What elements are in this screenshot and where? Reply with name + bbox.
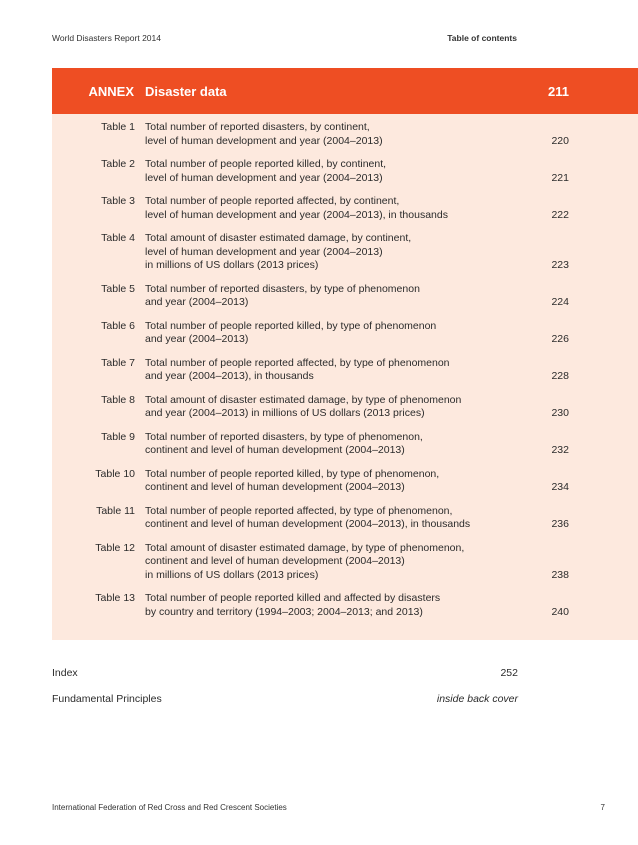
table-page-number[interactable]: 226 — [551, 333, 569, 345]
running-head-title: World Disasters Report 2014 — [52, 33, 161, 43]
table-page-number[interactable]: 221 — [551, 171, 569, 184]
table-page-number[interactable]: 228 — [551, 370, 569, 382]
table-number: Table 6 — [101, 319, 135, 332]
table-number: Table 1 — [101, 121, 135, 133]
table-description — [145, 431, 495, 458]
table-page-number[interactable]: 230 — [551, 407, 569, 419]
fundamental-principles-label: Fundamental Principles — [52, 693, 162, 705]
table-description — [145, 158, 495, 185]
toc-entry-table-5[interactable] — [52, 283, 638, 310]
table-description — [145, 394, 495, 421]
fundamental-principles-page[interactable]: inside back cover — [436, 693, 518, 705]
table-page-number[interactable]: 222 — [551, 208, 569, 221]
toc-entry-table-7[interactable] — [52, 357, 638, 384]
table-description-line: level of human development and year (2004–2013) — [145, 134, 383, 147]
running-head-section: Table of contents — [447, 33, 517, 43]
table-number: Table 13 — [95, 592, 135, 604]
toc-entry-table-4[interactable] — [52, 232, 638, 273]
table-description-line: Total amount of disaster estimated damage, by type of phenomenon — [145, 393, 462, 406]
toc-entry-table-11[interactable] — [52, 505, 638, 532]
toc-entry-table-3[interactable] — [52, 195, 638, 222]
table-description-line: Total amount of disaster estimated damage, by continent, — [145, 232, 412, 244]
table-description-line: and year (2004–2013), in thousands — [145, 370, 314, 382]
table-description — [145, 121, 495, 148]
table-description-line: in millions of US dollars (2013 prices) — [145, 259, 319, 271]
table-description-line: Total number of people reported killed, by continent, — [145, 158, 387, 170]
table-description-line: in millions of US dollars (2013 prices) — [145, 568, 319, 581]
table-number: Table 11 — [96, 504, 135, 517]
table-description — [145, 468, 495, 495]
index-label: Index — [52, 667, 78, 679]
table-description-line: Total amount of disaster estimated damage, by type of phenomenon, — [145, 541, 465, 554]
annex-title[interactable]: Disaster data — [145, 84, 227, 99]
footer-organization: International Federation of Red Cross and Red Crescent Societies — [52, 803, 287, 812]
table-number: Table 12 — [95, 541, 135, 554]
table-description-line: continent and level of human development (2004–2013) — [145, 444, 405, 456]
table-number: Table 2 — [101, 158, 135, 170]
table-number: Table 8 — [101, 393, 135, 406]
table-description-line: and year (2004–2013) — [145, 296, 249, 308]
table-description — [145, 542, 495, 583]
table-description-line: Total number of reported disasters, by type of phenomenon — [145, 282, 420, 295]
table-page-number[interactable]: 232 — [551, 444, 569, 456]
table-page-number[interactable]: 220 — [551, 134, 569, 147]
table-page-number[interactable]: 238 — [551, 568, 569, 581]
table-description-line: Total number of reported disasters, by type of phenomenon, — [145, 430, 423, 443]
toc-entry-table-9[interactable] — [52, 431, 638, 458]
table-page-number[interactable]: 234 — [551, 481, 569, 493]
toc-entry-table-8[interactable] — [52, 394, 638, 421]
table-description — [145, 195, 495, 222]
table-description-line: Total number of people reported affected, by continent, — [145, 195, 400, 207]
table-description-line: level of human development and year (2004–2013), in thousands — [145, 208, 448, 221]
table-description-line: Total number of people reported killed, by type of phenomenon — [145, 319, 437, 332]
toc-entry-table-12[interactable] — [52, 542, 638, 583]
index-page-number[interactable]: 252 — [500, 667, 518, 679]
table-description-line: Total number of people reported affected, by type of phenomenon — [145, 356, 450, 369]
toc-entry-table-1[interactable] — [52, 121, 638, 148]
toc-entry-table-6[interactable] — [52, 320, 638, 347]
table-page-number[interactable]: 224 — [551, 296, 569, 308]
table-description-line: level of human development and year (2004–2013) — [145, 245, 383, 258]
table-description-line: Total number of people reported killed and affected by disasters — [145, 592, 441, 604]
toc-entry-table-10[interactable] — [52, 468, 638, 495]
annex-page-number[interactable]: 211 — [548, 84, 569, 99]
table-description — [145, 232, 495, 273]
table-page-number[interactable]: 240 — [551, 605, 569, 618]
table-page-number[interactable]: 223 — [551, 259, 569, 271]
table-description-line: Total number of people reported affected, by type of phenomenon, — [145, 504, 453, 517]
annex-header — [52, 68, 638, 114]
toc-entry-table-13[interactable] — [52, 592, 638, 619]
table-number: Table 9 — [101, 430, 135, 443]
table-number: Table 10 — [95, 467, 135, 480]
table-number: Table 3 — [101, 195, 135, 207]
table-page-number[interactable]: 236 — [551, 518, 569, 530]
table-description-line: continent and level of human development (2004–2013), in thousands — [145, 518, 471, 530]
tables-list — [52, 121, 638, 629]
table-description — [145, 283, 495, 310]
footer-page-number: 7 — [600, 803, 605, 812]
table-number: Table 4 — [101, 232, 135, 244]
table-description-line: and year (2004–2013) — [145, 333, 249, 345]
toc-entry-table-2[interactable] — [52, 158, 638, 185]
table-description — [145, 505, 495, 532]
table-description-line: Total number of people reported killed, by type of phenomenon, — [145, 467, 440, 480]
table-number: Table 7 — [101, 356, 135, 369]
table-description-line: continent and level of human development (2004–2013) — [145, 555, 405, 567]
table-description-line: Total number of reported disasters, by continent, — [145, 121, 370, 133]
table-description — [145, 320, 495, 347]
table-description-line: by country and territory (1994–2003; 2004–2013; and 2013) — [145, 605, 423, 618]
table-description-line: and year (2004–2013) in millions of US dollars (2013 prices) — [145, 407, 425, 419]
table-number: Table 5 — [101, 282, 135, 295]
table-description — [145, 357, 495, 384]
table-description-line: continent and level of human development (2004–2013) — [145, 481, 405, 493]
annex-label: ANNEX — [88, 84, 134, 99]
table-description-line: level of human development and year (2004–2013) — [145, 171, 383, 184]
table-description — [145, 592, 495, 619]
